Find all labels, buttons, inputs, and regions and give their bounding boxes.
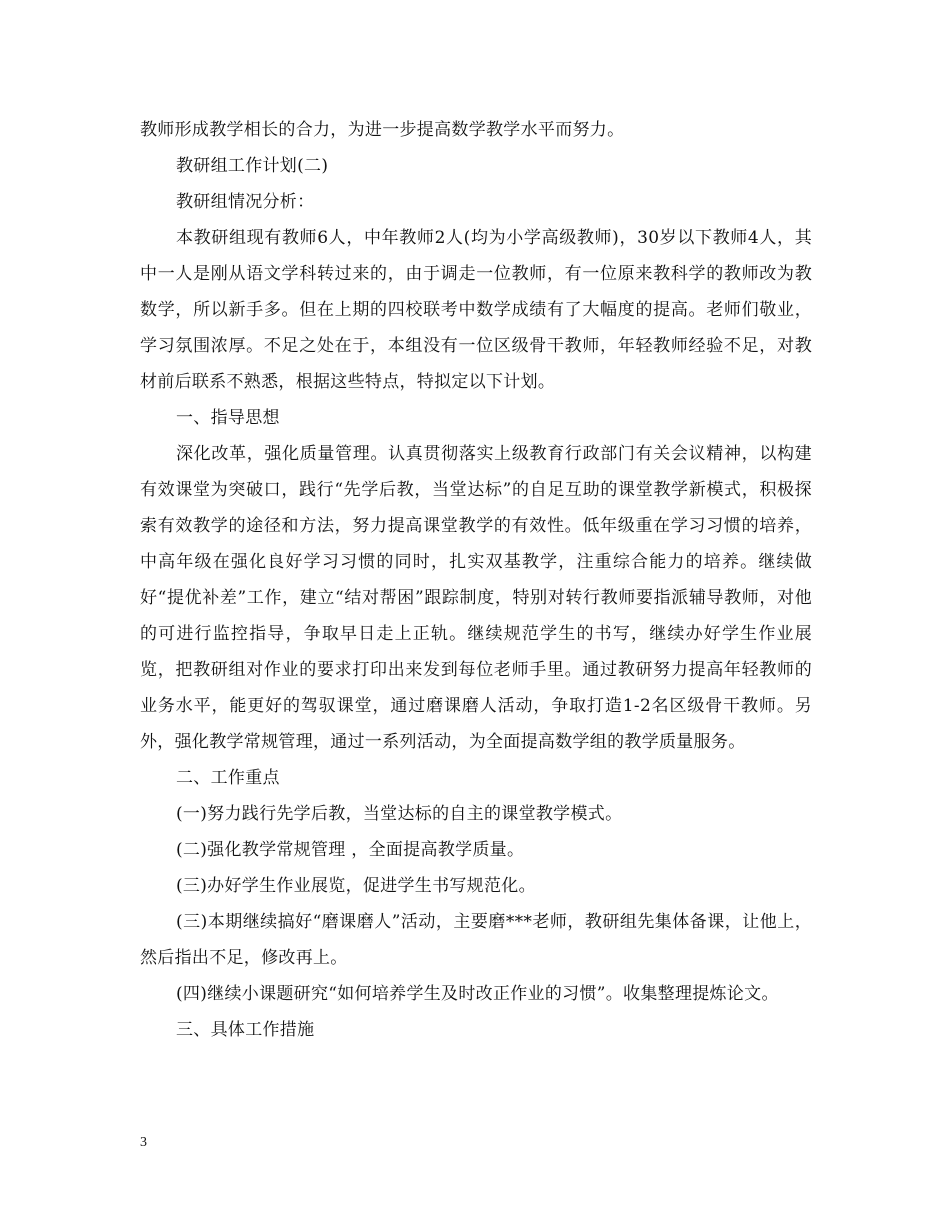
- heading-work-focus: 二、工作重点: [176, 768, 280, 788]
- paragraph-guiding-ideas: 深化改革，强化质量管理。认真贯彻落实上级教育行政部门有关会议精神，以构建有效课堂为突破口，践行“先学后教，当堂达标”的自足互助的课堂教学新模式，积极探索有效教学的途径和方法，努力提高课堂教学的有效性。低年级重在学习习惯的培养，中高年级在强化良好学习习惯的同时，扎实双基教学，注重综合能力的培养。继续做好“提优补差”工作，建立“结对帮困”跟踪制度，特别对转行教师要指派辅导教师，对他的可进行监控指导，争取早日走上正轨。继续规范学生的书写，继续办好学生作业展览，把教研组对作业的要求打印出来发到每位老师手里。通过教研努力提高年轻教师的业务水平，能更好的驾驭课堂，通过磨课磨人活动，争取打造1-2名区级骨干教师。另外，强化教学常规管理，通过一系列活动，为全面提高数学组的教学质量服务。: [140, 444, 812, 752]
- list-item: (四)继续小课题研究“如何培养学生及时改正作业的习惯”。收集整理提炼论文。: [176, 984, 779, 1004]
- paragraph-continuation: 教师形成教学相长的合力，为进一步提高数学教学水平而努力。: [140, 120, 625, 140]
- heading-specific-measures: 三、具体工作措施: [176, 1020, 315, 1040]
- subsection-heading: 教研组情况分析：: [176, 192, 315, 212]
- list-item: (三)办好学生作业展览，促进学生书写规范化。: [176, 876, 536, 896]
- heading-guiding-ideas: 一、指导思想: [176, 408, 280, 428]
- list-item: (一)努力践行先学后教，当堂达标的自主的课堂教学模式。: [176, 804, 623, 824]
- section-title: 教研组工作计划(二): [176, 156, 329, 176]
- list-item: (三)本期继续搞好“磨课磨人”活动，主要磨***老师，教研组先集体备课，让他上，然后指出不足，修改再上。: [140, 912, 812, 968]
- document-body: [140, 112, 812, 1048]
- paragraph-analysis: 本教研组现有教师6人，中年教师2人(均为小学高级教师)，30岁以下教师4人，其中一人是刚从语文学科转过来的，由于调走一位教师，有一位原来教科学的教师改为教数学，所以新手多。但在上期的四校联考中数学成绩有了大幅度的提高。老师们敬业，学习氛围浓厚。不足之处在于，本组没有一位区级骨干教师，年轻教师经验不足，对教材前后联系不熟悉，根据这些特点，特拟定以下计划。: [140, 228, 812, 392]
- list-item: (二)强化教学常规管理 ，全面提高教学质量。: [176, 840, 525, 860]
- page-number: 3: [140, 1135, 147, 1150]
